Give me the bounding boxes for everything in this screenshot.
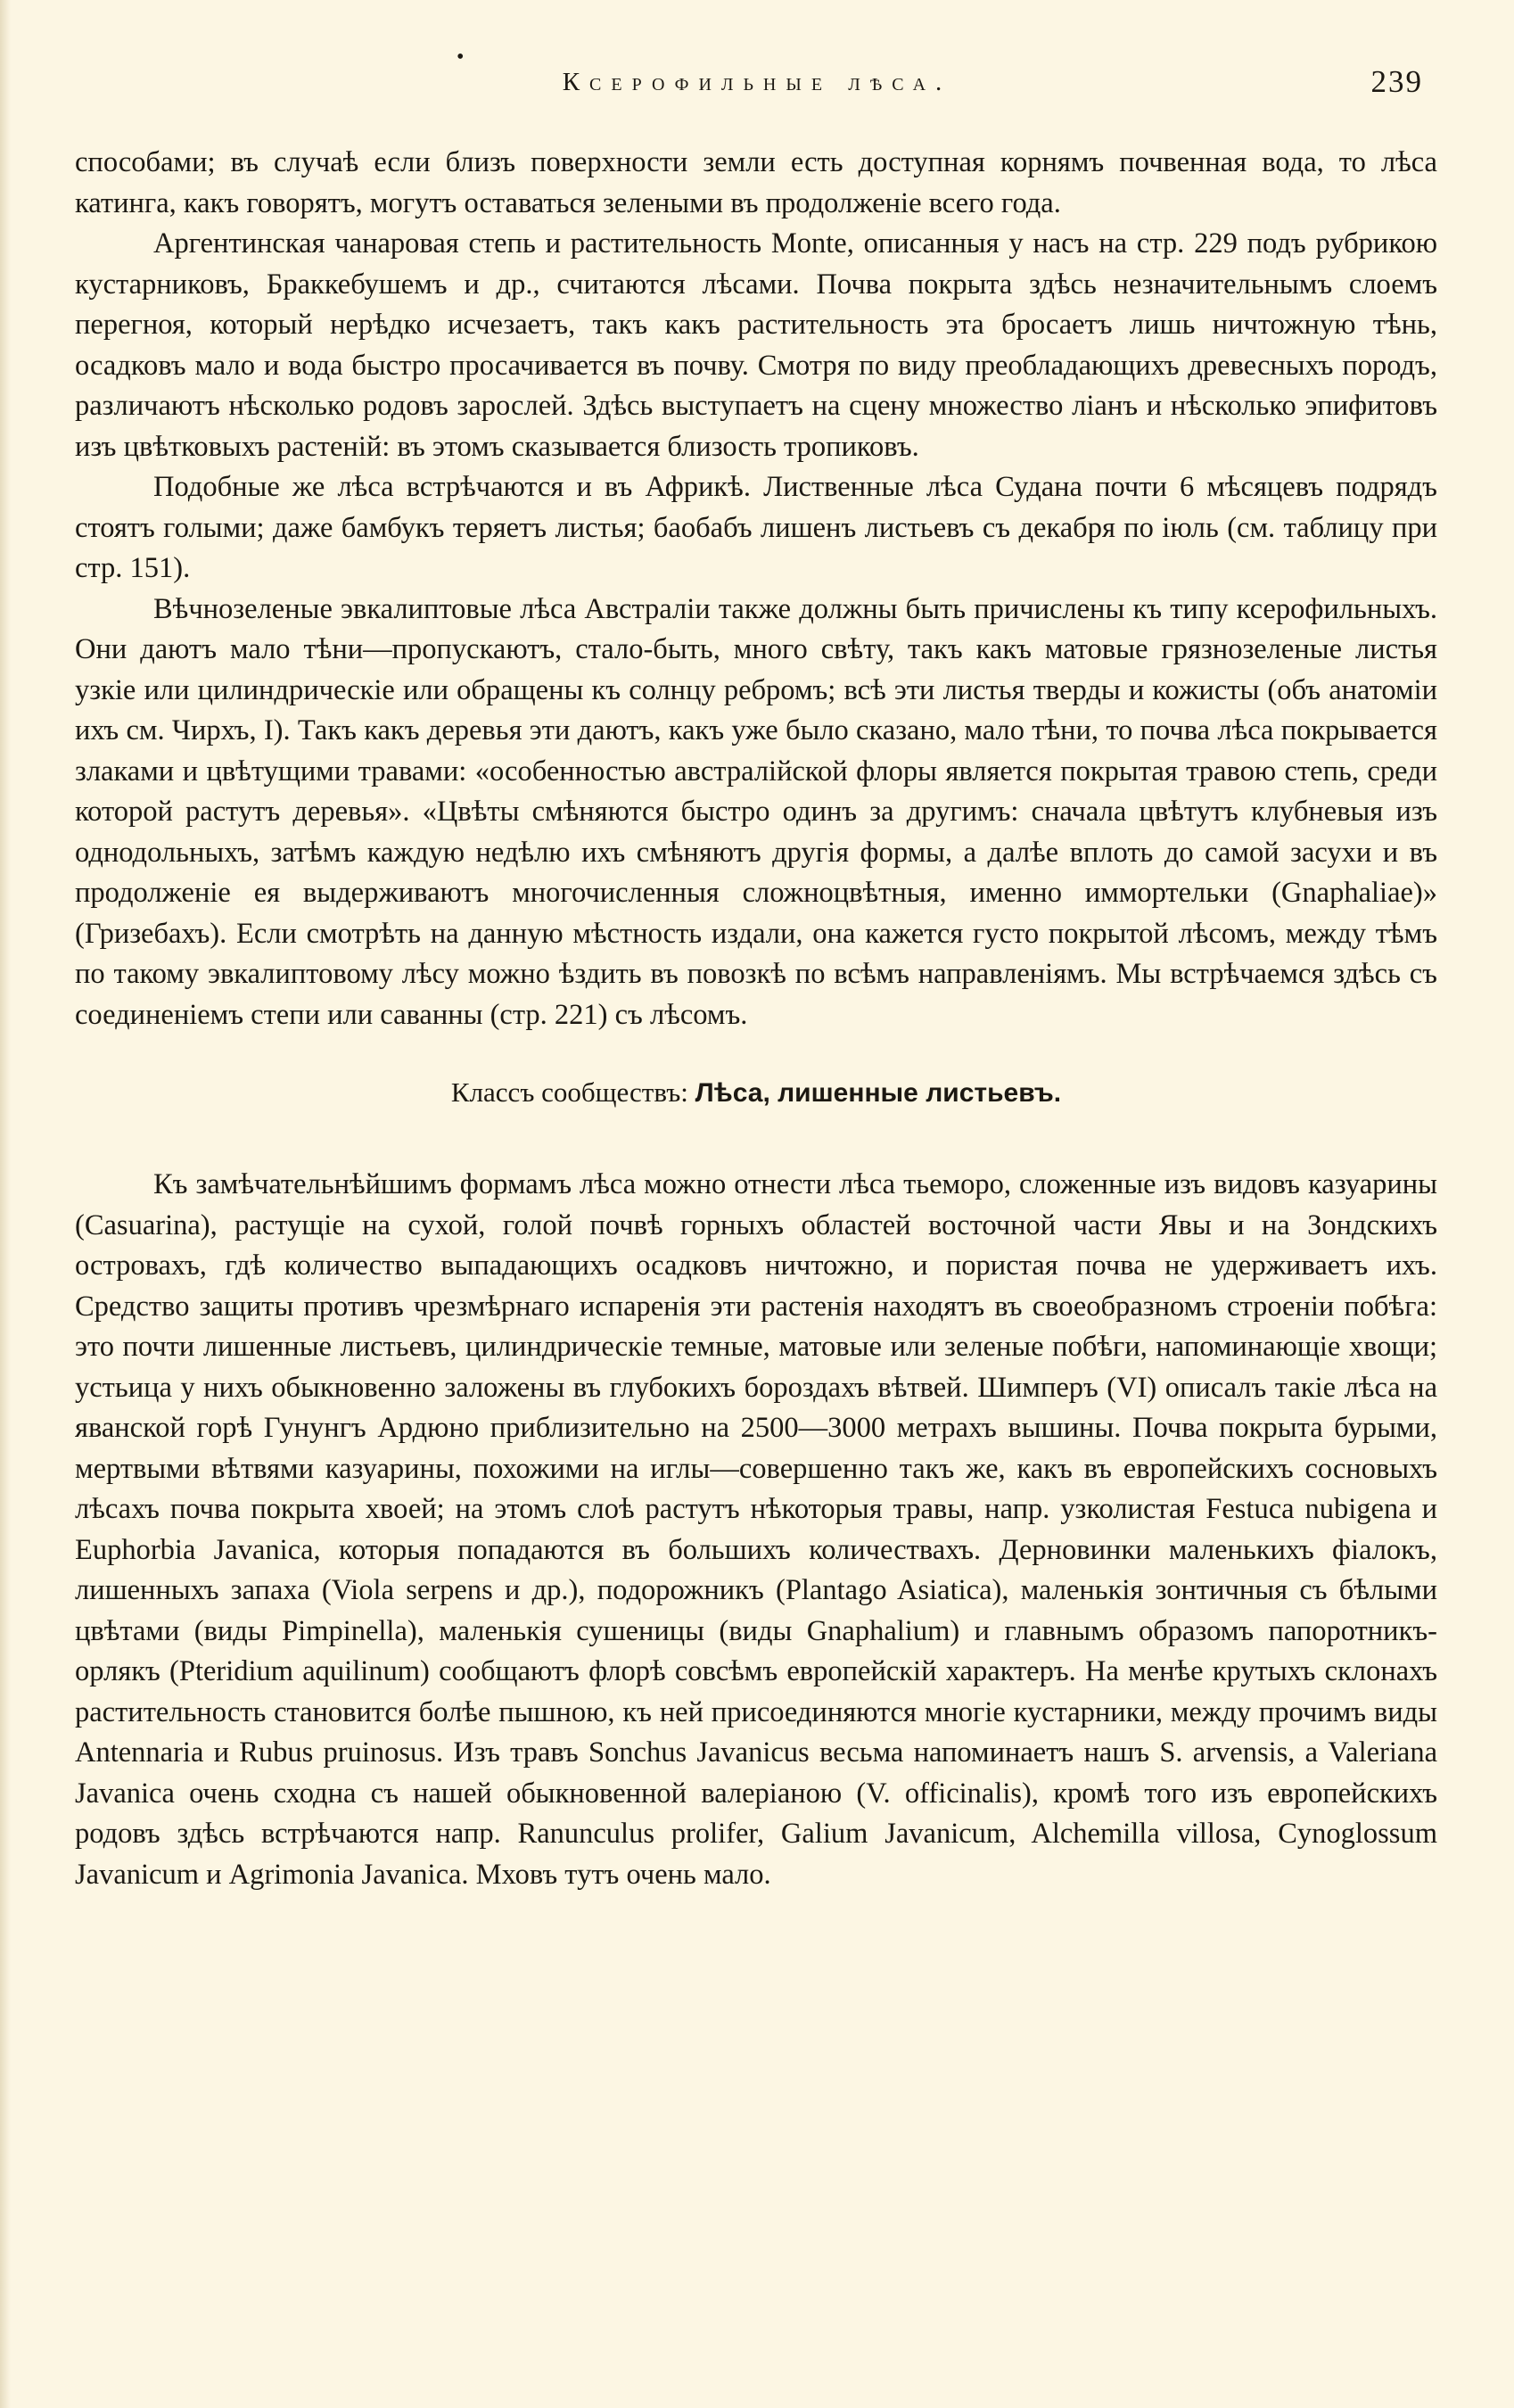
paragraph: Къ замѣчательнѣйшимъ формамъ лѣса можно отнести лѣса тьеморо, сложенные изъ видовъ казуарины (Casuarina), растущіе на сухой, голой почвѣ горныхъ областей восточной части Явы и на Зондскихъ островахъ, гдѣ количество выпадающихъ осадковъ ничтожно, и пористая почва не удерживаетъ ихъ. Средство защиты противъ чрезмѣрнаго испаренія эти растенія находятъ въ своеобразномъ строеніи побѣга: это почти лишенные листьевъ, цилиндрическіе темные, матовые или зеленые побѣги, напоминающіе хвощи; устьица у нихъ обыкновенно заложены въ глубокихъ бороздахъ вѣтвей. Шимперъ (VI) описалъ такіе лѣса на яванской горѣ Гунунгъ Ардюно приблизительно на 2500—3000 метрахъ вышины. Почва покрыта бурыми, мертвыми вѣтвями казуарины, похожими на иглы—совершенно такъ же, какъ въ европейскихъ сосновыхъ лѣсахъ почва покрыта хвоей; на этомъ слоѣ растутъ нѣкоторыя травы, напр. узколистая Festuca nubigena и Euphorbia Javanica, которыя попадаются въ большихъ количествахъ. Дерновинки маленькихъ фіалокъ, лишенныхъ запаха (Viola serpens и др.), подорожникъ (Plantago Asiatica), маленькія зонтичныя съ бѣлыми цвѣтами (виды Pimpinella), маленькія сушеницы (виды Gnaphalium) и главнымъ образомъ папоротникъ-орлякъ (Pteridium aquilinum) сообщаютъ флорѣ совсѣмъ европейскій характеръ. На менѣе крутыхъ склонахъ растительность становится болѣе пышною, къ ней присоединяются многіе кустарники, между прочимъ виды Antennaria и Rubus pruinosus. Изъ травъ Sonchus Javanicus весьма напоминаетъ нашъ S. arvensis, а Valeriana Javanica очень сходна съ нашей обыкновенной валеріаною (V. officinalis), кромѣ того изъ европейскихъ родовъ здѣсь встрѣчаются напр. Ranunculus prolifer, Galium Javanicum, Alchemilla villosa, Cynoglossum Javanicum и Agrimonia Javanica. Мховъ тутъ очень мало.: [75, 1168, 1437, 1891]
section-heading-title: Лѣса, лишенные листьевъ.: [695, 1078, 1062, 1108]
page-header: [75, 46, 1439, 109]
body-text: [75, 143, 1437, 1895]
section-heading-prefix: Классъ сообществъ:: [450, 1076, 688, 1108]
running-title: Ксерофильные лѣса.: [562, 68, 952, 96]
page-number: 239: [1370, 64, 1423, 99]
paragraph: Подобные же лѣса встрѣчаются и въ Африкѣ. Лиственные лѣса Судана почти 6 мѣсяцевъ подрядъ стоятъ голыми; даже бамбукъ теряетъ листья; баобабъ лишенъ листьевъ съ декабря по іюль (см. таблицу при стр. 151).: [75, 471, 1437, 584]
header-ornament-dot: •: [457, 45, 465, 69]
paragraph: Вѣчнозеленые эвкалиптовые лѣса Австраліи также должны быть причислены къ типу ксерофильныхъ. Они даютъ мало тѣни—пропускаютъ, стало-быть, много свѣту, такъ какъ матовые грязнозеленые листья узкіе или цилиндрическіе или обращены къ солнцу ребромъ; всѣ эти листья тверды и кожисты (объ анатоміи ихъ см. Чирхъ, I). Такъ какъ деревья эти даютъ, какъ уже было сказано, мало тѣни, то почва лѣса покрывается злаками и цвѣтущими травами: «особенностью австралійской флоры является покрытая травою степь, среди которой растутъ деревья». «Цвѣты смѣняются быстро одинъ за другимъ: сначала цвѣтутъ клубневыя изъ однодольныхъ, затѣмъ каждую недѣлю ихъ смѣняютъ другія формы, а далѣе вплоть до самой засухи и въ продолженіе ея выдерживаютъ многочисленныя сложноцвѣтныя, именно иммортельки (Gnaphaliae)» (Гризебахъ). Если смотрѣть на данную мѣстность издали, она кажется густо покрытой лѣсомъ, между тѣмъ по такому эвкалиптовому лѣсу можно ѣздить въ повозкѣ по всѣмъ направленіямъ. Мы встрѣчаемся здѣсь съ соединеніемъ степи или саванны (стр. 221) съ лѣсомъ.: [75, 592, 1437, 1031]
paragraph: Аргентинская чанаровая степь и растительность Monte, описанныя у насъ на стр. 229 подъ рубрикою кустарниковъ, Браккебушемъ и др., считаются лѣсами. Почва покрыта здѣсь незначительнымъ слоемъ перегноя, который нерѣдко исчезаетъ, такъ какъ растительность эта бросаетъ лишь ничтожную тѣнь, осадковъ мало и вода быстро просачивается въ почву. Смотря по виду преобладающихъ древесныхъ породъ, различаютъ нѣсколько родовъ зарослей. Здѣсь выступаетъ на сцену множество ліанъ и нѣсколько эпифитовъ изъ цвѣтковыхъ растеній: въ этомъ сказывается близость тропиковъ.: [75, 227, 1437, 463]
paragraph: способами; въ случаѣ если близъ поверхности земли есть доступная корнямъ почвенная вода, то лѣса катинга, какъ говорятъ, могутъ оставаться зелеными въ продолженіе всего года.: [75, 146, 1437, 219]
section-heading: [75, 1075, 1437, 1111]
page-edge-shadow: [0, 0, 11, 2408]
